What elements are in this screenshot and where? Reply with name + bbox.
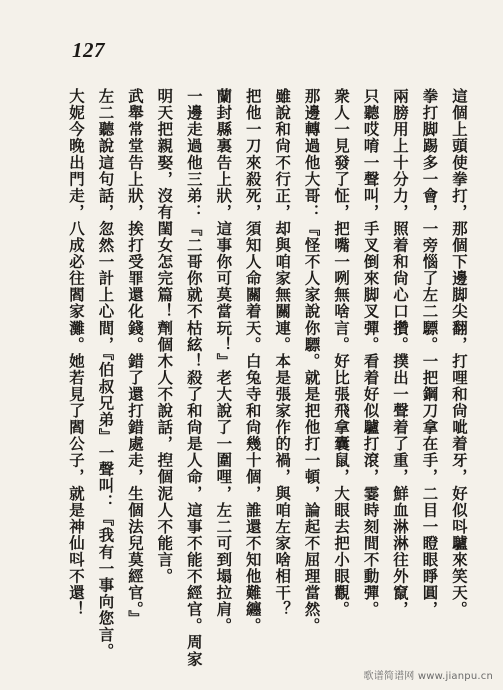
site-watermark: 歌谱简谱网 www.jianpu.cn [363,671,493,682]
text-column-6: 那邊轉過他大哥：『怪不人家說你驃。就是把他打一頓，論起不屈理當然。 [302,88,321,635]
text-column-4: 只聽哎唷一聲叫，手叉倒來脚叉彈。看着好似驢打滾，霎時刻間不動彈。 [361,88,380,618]
text-column-3: 兩膀用上十分力，照着和尙心口攢。撲出一聲着了重，鮮血淋淋往外竄， [390,88,409,618]
page-number: 127 [72,38,105,62]
text-column-11: 明天把親娶，沒有閨女怎完篇！劑個木人不說話，揑個泥人不能言。 [155,88,174,585]
text-column-10: 一邊走過他三弟：『二哥你就不枯絃！殺了和尙是人命，這事不能不經官。周家 [184,88,203,668]
text-column-13: 左二聽說這句話，忽然一計上心間，『伯叔兄弟』一聲叫：『我有一事向您言。 [96,88,115,660]
text-column-12: 武舉常堂告上狀，挨打受罪還化錢。錯了還打錯處走，生個法兒莫經官。』 [125,88,144,627]
text-column-8: 把他一刀來殺死，須知人命關着天。白兔寺和尙幾十個，誰還不知他難纏。 [243,88,262,635]
text-column-9: 蘭封縣裏告上狀，這事你可莫當玩！』老大說了一圍哩，左二可到塌拉肩。 [214,88,233,635]
text-column-7: 雖說和尙不行正，却與咱家無關連。本是張家作的禍，與咱左家啥相干？ [273,88,292,618]
text-column-1: 這個上頭使拳打，那個下邊脚尖翻，打哩和尙呲着牙，好似呌驢來笑天。 [449,88,468,618]
text-column-2: 拳打脚踢多一會，一旁惱了左二驃。一把鋼刀拿在手，二目一瞪眼睜圓， [420,88,439,618]
text-column-5: 衆人一見發了怔，把嘴一咧無啥言。好比張飛拿囊鼠，大眼去把小眼觀。 [332,88,351,618]
text-column-14: 大妮今晚出門走，八成必往閻家灘。她若見了閻公子，就是神仙呌不還！ [67,88,85,618]
vertical-text-block [66,88,468,668]
